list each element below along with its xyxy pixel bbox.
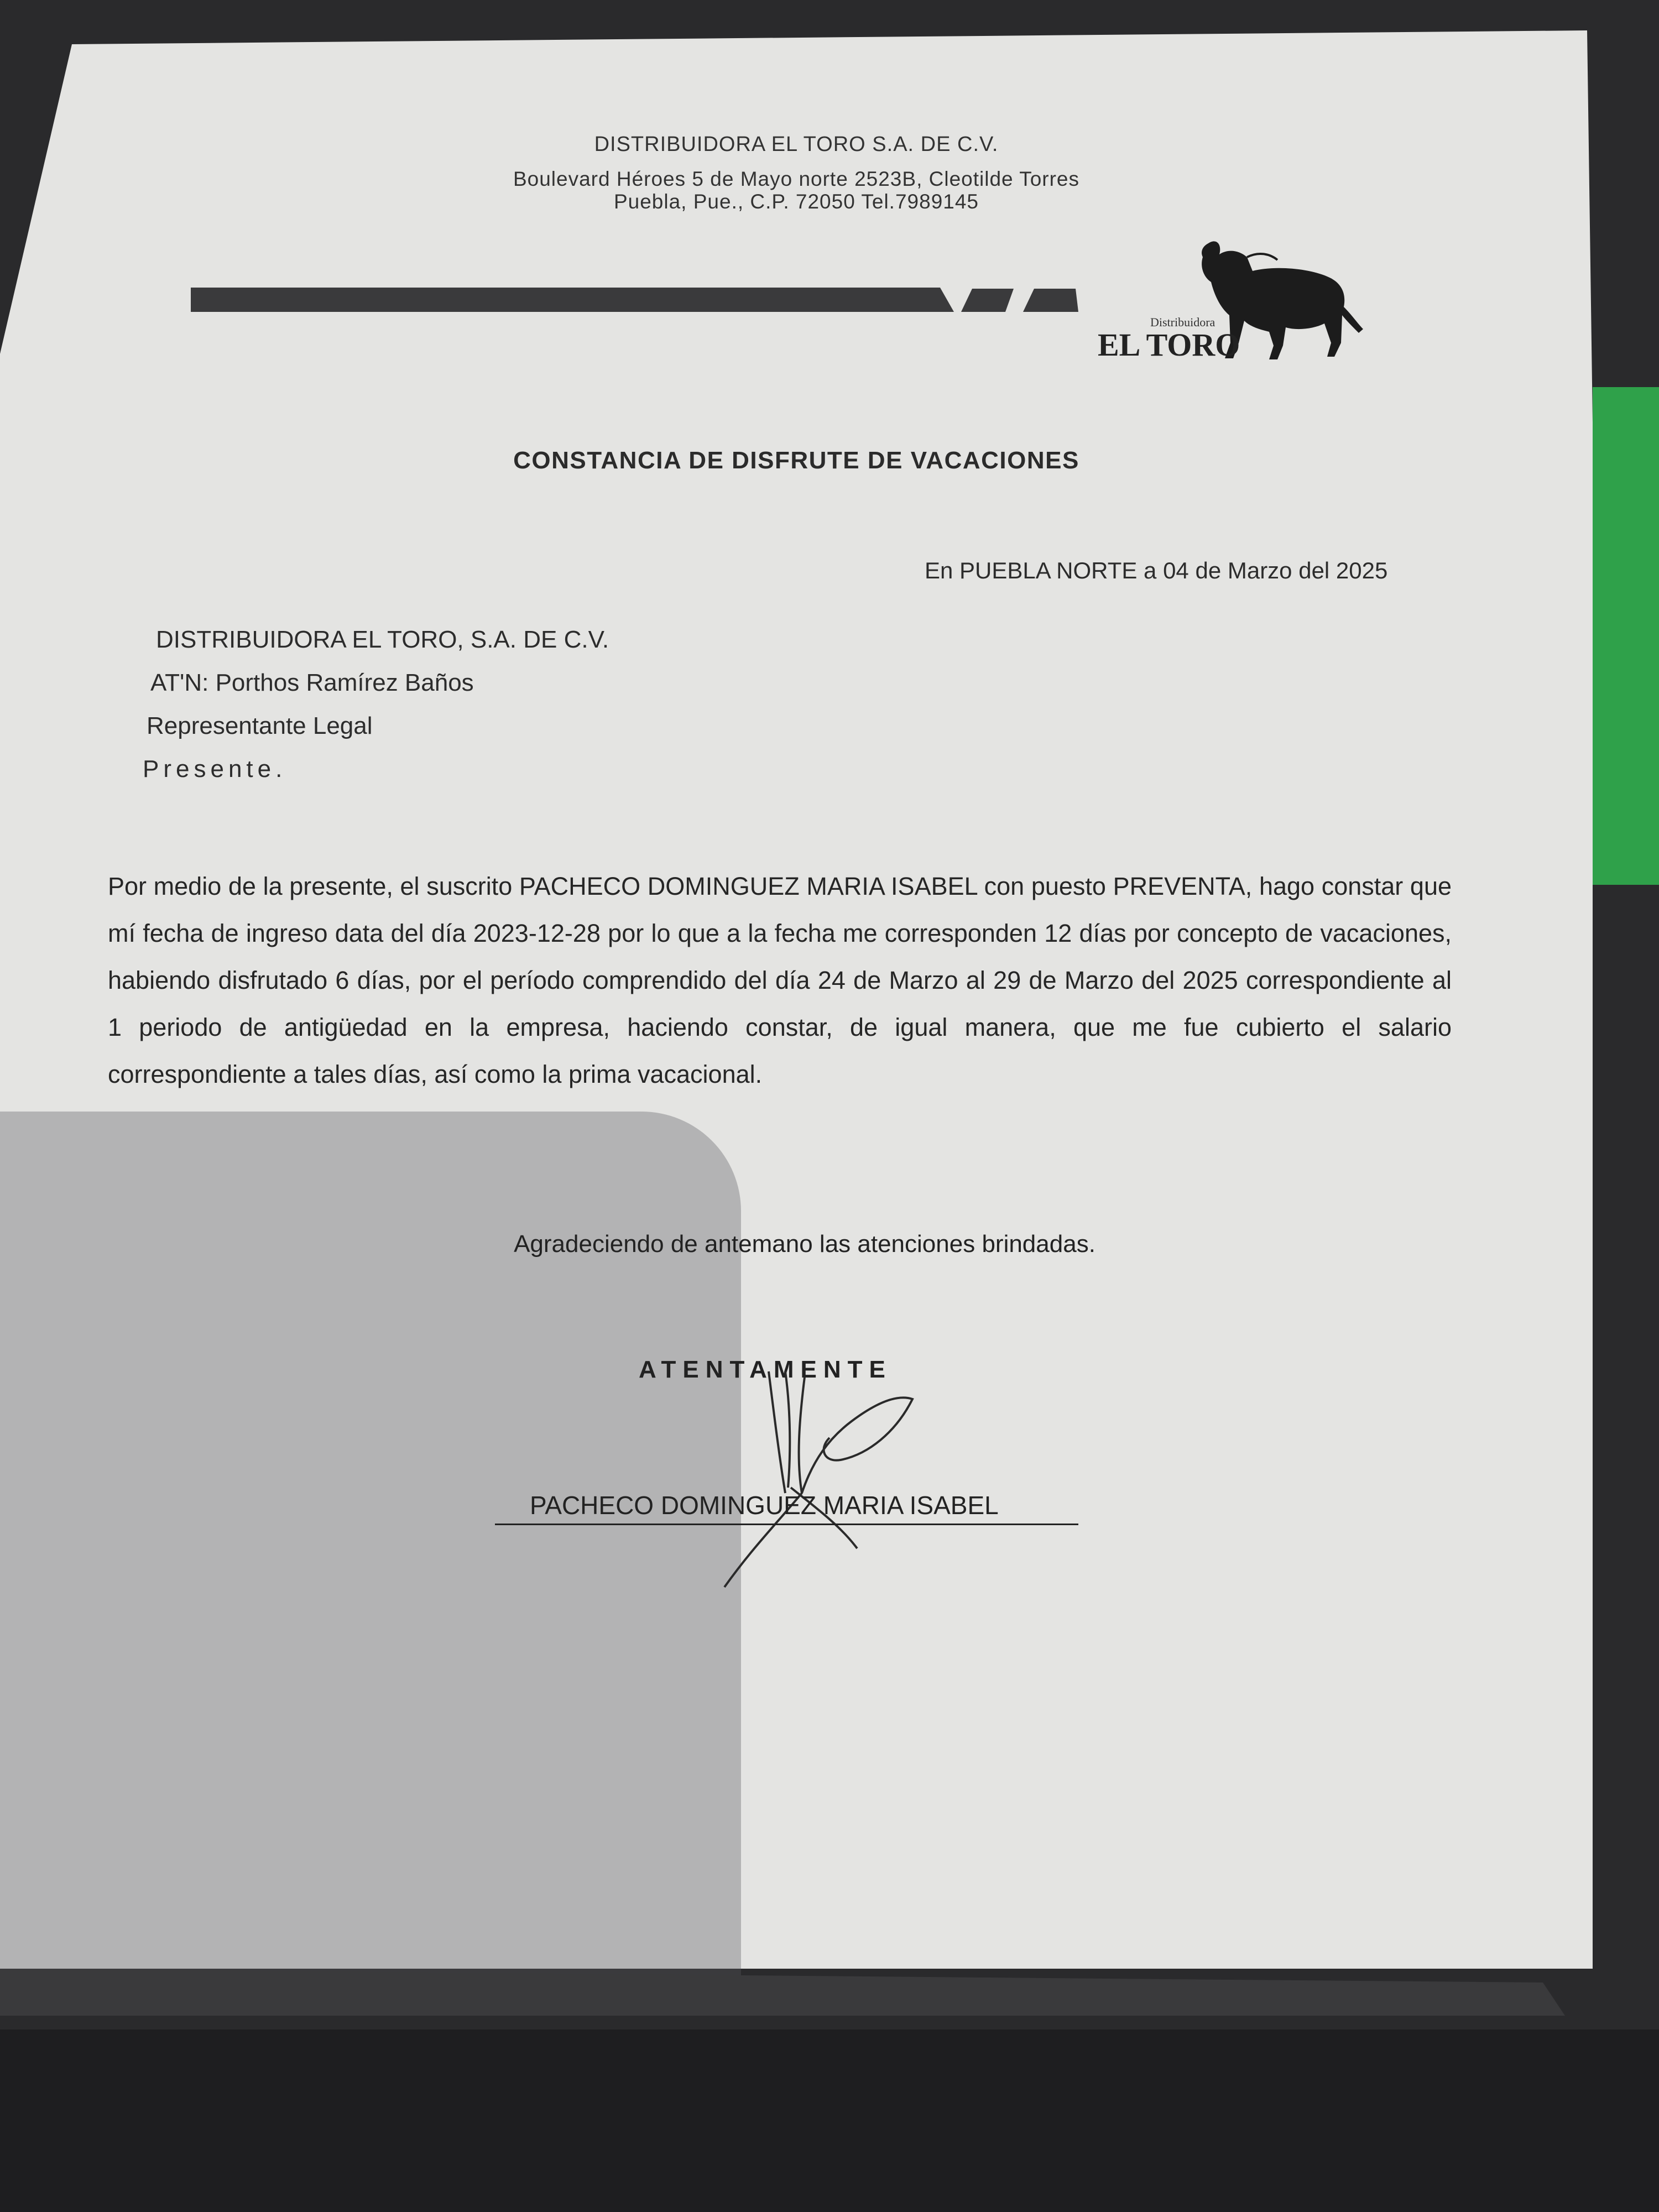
logo-small-text: Distribuidora [1150, 315, 1215, 329]
company-logo [1089, 232, 1377, 376]
date-line: En PUEBLA NORTE a 04 de Marzo del 2025 [925, 557, 1388, 583]
header-bar [191, 288, 954, 312]
signature-line [495, 1524, 1078, 1525]
recipient-role: Representante Legal [147, 712, 373, 739]
letterhead-address-line2: Puebla, Pue., C.P. 72050 Tel.7989145 [613, 190, 979, 213]
closing-line: Agradeciendo de antemano las atenciones brindadas. [514, 1230, 1095, 1258]
recipient-company: DISTRIBUIDORA EL TORO, S.A. DE C.V. [156, 626, 609, 653]
recipient-attention: AT'N: Porthos Ramírez Baños [150, 669, 474, 696]
signer-name: PACHECO DOMINGUEZ MARIA ISABEL [530, 1491, 999, 1520]
logo-brand: EL TORO [1098, 327, 1240, 363]
letterhead-address-line1: Boulevard Héroes 5 de Mayo norte 2523B, Cleotilde Torres [513, 168, 1080, 190]
document-title: CONSTANCIA DE DISFRUTE DE VACACIONES [513, 447, 1079, 474]
letterhead-company: DISTRIBUIDORA EL TORO S.A. DE C.V. [594, 133, 999, 156]
signature-label: ATENTAMENTE [639, 1356, 892, 1383]
handwritten-signature [708, 1349, 929, 1609]
body-paragraph: Por medio de la presente, el suscrito PACHECO DOMINGUEZ MARIA ISABEL con puesto PREVENTA, hago constar que mí fecha de ingreso data del día 2023-12-28 por lo que a la fecha me corresponden 12 días por concepto de vacaciones, habiendo disfrutado 6 días, por el período comprendido del día 24 de Marzo al 29 de Marzo del 2025 correspondiente al 1 periodo de antigüedad en la empresa, haciendo constar, de igual manera, que me fue cubierto el salario correspondiente a tales días, así como la prima vacacional. [108, 872, 1452, 1088]
background-dark-surface [0, 2030, 1659, 2212]
background-green-object [1593, 387, 1659, 885]
footer-bar [0, 1969, 1565, 2016]
recipient-present: Presente. [143, 755, 287, 782]
